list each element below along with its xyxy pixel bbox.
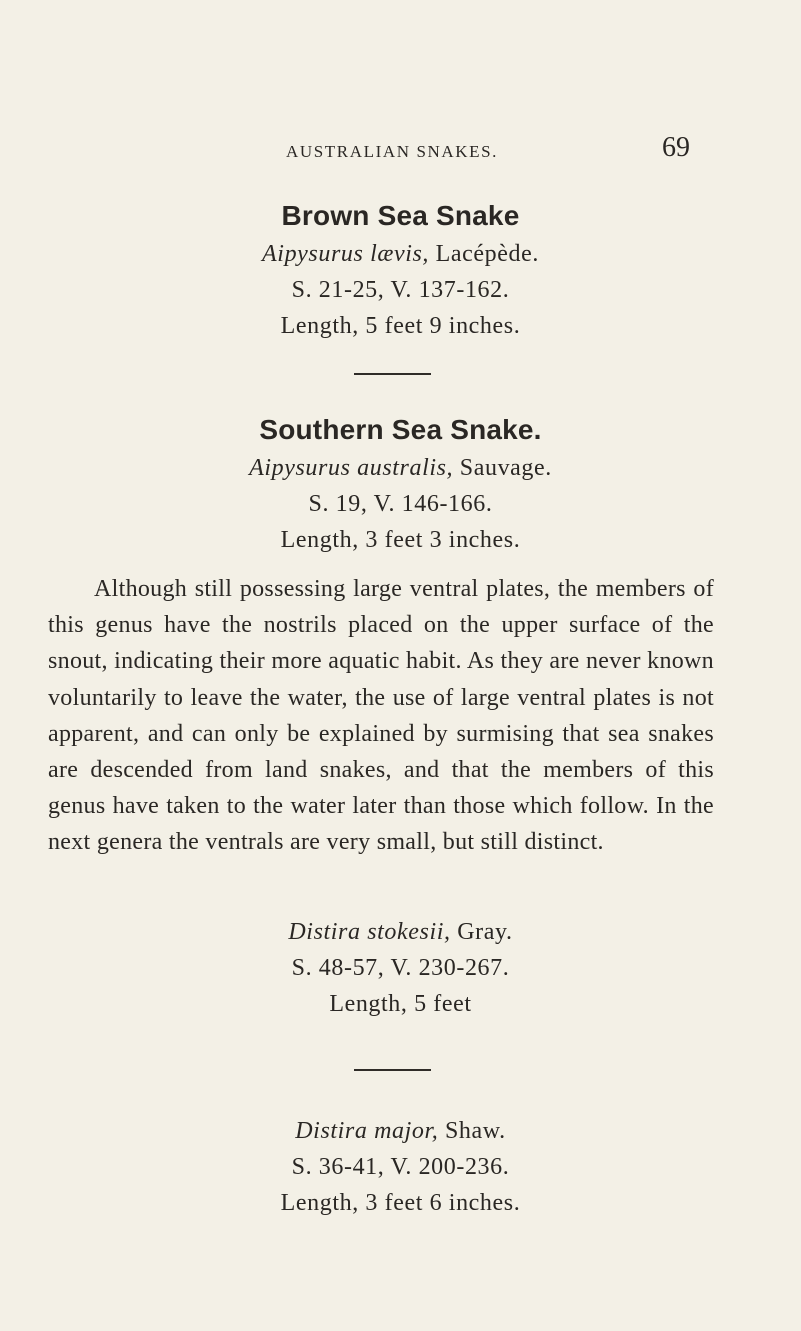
section-divider xyxy=(354,1069,431,1071)
scientific-name xyxy=(0,914,801,950)
authority: Sauvage. xyxy=(459,455,552,481)
authority: Shaw. xyxy=(444,1118,506,1144)
genus: Distira xyxy=(288,919,361,945)
length: Length, 5 feet xyxy=(329,991,472,1017)
section-divider xyxy=(354,373,431,375)
authority: Lacépède. xyxy=(435,241,539,267)
species: major, xyxy=(374,1118,439,1144)
entry-distira-major xyxy=(0,1113,801,1221)
scale-count: S. 19, V. 146-166. xyxy=(308,491,493,517)
scale-count: S. 36-41, V. 200-236. xyxy=(291,1154,510,1180)
genus: Aipysurus xyxy=(262,241,364,267)
scale-count: S. 48-57, V. 230-267. xyxy=(291,955,510,981)
entry-distira-stokesii xyxy=(0,914,801,1022)
page-number: 69 xyxy=(662,132,690,163)
scale-count: S. 21-25, V. 137-162. xyxy=(291,277,510,303)
length: Length, 3 feet 6 inches. xyxy=(280,1190,521,1216)
species: stokesii, xyxy=(367,919,451,945)
common-name: Brown Sea Snake xyxy=(281,200,520,231)
genus: Aipysurus xyxy=(249,455,351,481)
scientific-name xyxy=(0,236,801,272)
genus: Distira xyxy=(295,1118,368,1144)
species: australis, xyxy=(357,455,454,481)
species: lævis, xyxy=(370,241,429,267)
length: Length, 5 feet 9 inches. xyxy=(280,313,521,339)
common-name: Southern Sea Snake. xyxy=(259,414,542,445)
body-paragraph: Although still possessing large ventral plates, the members of this genus have the nostrils placed on the upper surface of the snout, indicating their more aquatic habit. As they are never known voluntarily to leave the water, the use of large ventral plates is not apparent, and can only be explained by surmising that sea snakes are descended from land snakes, and that the members of this genus have taken to the water later than those which follow. In the next genera the ventrals are very small, but still distinct. xyxy=(48,576,714,856)
authority: Gray. xyxy=(457,919,513,945)
scientific-name xyxy=(0,1113,801,1149)
length: Length, 3 feet 3 inches. xyxy=(280,527,521,553)
entry-brown-sea-snake xyxy=(0,196,801,344)
running-head: AUSTRALIAN SNAKES. xyxy=(286,142,499,161)
scientific-name xyxy=(0,450,801,486)
entry-southern-sea-snake xyxy=(0,410,801,558)
